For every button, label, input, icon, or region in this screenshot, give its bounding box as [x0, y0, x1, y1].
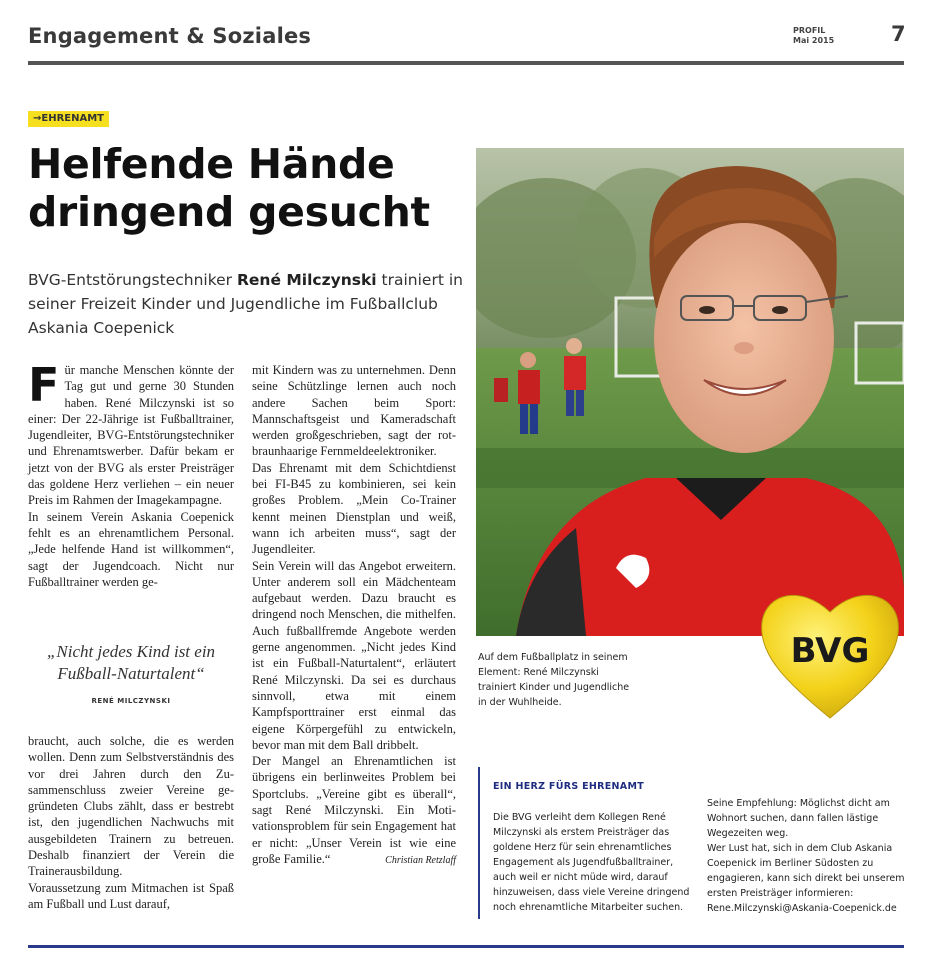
arrow-right-icon: →	[33, 113, 42, 124]
header-divider	[28, 61, 904, 65]
contact-email: Rene.Milczynski@Askania-Coepenick.de	[707, 903, 897, 914]
body-paragraph: braucht, auch solche, die es werden wollen. Denn zum Selbstverständnis des vor drei Jahren durch den Zusammenschluss zweier Vereine gegründeten Clubs zählt, dass er bestrebt ist, den jugendlichen Nachwuchs mit ausgebildeten Trainern zu betreuen. Deshalb finanziert der Verein die Trainerausbildung.	[28, 734, 234, 879]
lead-name: René Milczynski	[236, 271, 377, 289]
lead-part-2: trainiert in seiner Freizeit Kinder und Jugendliche im Fußballclub Askania Coepenick	[28, 271, 463, 337]
pull-quote: „Nicht jedes Kind ist ein Fußball-Naturtalent“	[46, 642, 216, 683]
heart-logo-text: BVG	[790, 631, 870, 671]
infobox-text-1: Die BVG verleiht dem Kollegen René Milczynski als erstem Preisträger das goldene Herz für sein ehrenamtliches Engagement als Jugendfußballtrainer, auch weil er nicht müde wird, darauf hinzuweisen, dass viele Vereine dringend noch ehrenamtliche Mitarbeiter suchen.	[493, 812, 690, 913]
infobox-title: EIN HERZ FÜRS EHRENAMT	[493, 781, 644, 792]
lead-paragraph	[28, 268, 468, 340]
photo-credit: Christian Retzlaff	[385, 854, 456, 866]
body-paragraph	[28, 358, 234, 509]
article-photo	[476, 148, 904, 636]
headline-line-2: dringend gesucht	[28, 188, 430, 236]
issue-date: Mai 2015	[793, 36, 835, 45]
body-paragraph: Sein Verein will das Angebot erweitern. Unter anderem soll ein Mädchenteam aufgebaut werden. Dazu braucht es dringend noch Menschen, die mithelfen. Auch fußballfremde Angebote werden gerne angenommen. „Nicht jedes Kind ist ein Fußball-Naturtalent“, erläutert René Milczynski. Da sei es durchaus sinnvoll, etwa mit einem Kampfsporttrainer erst einmal das eigene Körpergefühl zu entwickeln, bevor man mit dem Ball dribbelt.	[252, 558, 456, 752]
infobox-paragraph: Wer Lust hat, sich in dem Club Askania Coepenick im Berliner Südosten zu engagieren, kann sich direkt bei unserem ersten Preisträger informieren:	[707, 843, 905, 899]
infobox-text-2	[707, 796, 907, 916]
infobox-rule	[478, 767, 480, 919]
headline-line-1: Helfende Hände	[28, 140, 395, 188]
drop-cap: F	[28, 358, 60, 412]
publication-info	[793, 26, 834, 46]
headline	[28, 140, 468, 236]
kicker-label	[28, 111, 109, 127]
photo-caption: Auf dem Fußballplatz in seinem Element: René Milczynski trainiert Kinder und Jugendliche in der Wuhlheide.	[478, 652, 630, 708]
footer-divider	[28, 945, 904, 948]
body-column-1-bottom	[28, 733, 234, 912]
pull-quote-author: RENÉ MILCZYNSKI	[91, 697, 171, 705]
body-paragraph: Voraussetzung zum Mitmachen ist Spaß am Fußball und Lust darauf,	[28, 880, 234, 911]
photo-illustration	[476, 148, 904, 636]
body-text: Der Mangel an Ehrenamtlichen ist übrigens ein berlinweites Problem bei Sportclubs. „Vereine gibt es überall“, sagt René Milczynski. Ein Motivationsproblem für sein Engagement hat er nicht: „Unser Verein ist wie eine große Familie.“	[252, 754, 456, 866]
publication-name: PROFIL	[793, 26, 826, 35]
body-paragraph: In seinem Verein Askania Coepenick fehlt es an ehrenamtlichem Personal. „Jede helfende Hand ist willkommen“, sagt der Jugendcoach. Nicht nur Fußballtrainer werden ge-	[28, 509, 234, 589]
body-paragraph: mit Kindern was zu unternehmen. Denn seine Schützlinge lernen auch noch andere Sachen beim Sport: Mannschaftsgeist und Kameradschaft werden großgeschrieben, sagt der rotbraunhaarige Fernmeldeelektroniker.	[252, 363, 456, 459]
body-column-2	[252, 362, 456, 869]
body-column-1-top	[28, 358, 234, 590]
body-paragraph: Das Ehrenamt mit dem Schichtdienst bei FI-B45 zu kombinieren, sei kein großes Problem. „Mein Co-Trainer kennt meinen Dienstplan und weiß, wann ich arbeiten muss“, sagt der Jugendleiter.	[252, 460, 456, 557]
body-text: ür manche Menschen könnte der Tag gut und gerne 30 Stunden haben. René Milczynski ist so einer: Der 22-Jährige ist Fußballtrainer, Jugendleiter, BVG-Entstörungstechniker und Ehrenamtswerber. Dafür bekam er jetzt von der BVG als erster Preisträger das goldene Herz verliehen – ein neuer Preis im Rahmen der Imagekampagne.	[28, 363, 234, 508]
lead-part-1: BVG-Entstörungstechniker	[28, 271, 237, 289]
heart-icon	[756, 582, 904, 722]
section-title: Engagement & Soziales	[28, 24, 312, 48]
bvg-heart-logo	[756, 582, 904, 722]
infobox-paragraph: Seine Empfehlung: Möglichst dicht am Wohnort suchen, dann fallen lästige Wegezeiten weg.	[707, 798, 890, 839]
kicker-text: EHRENAMT	[41, 113, 105, 124]
page-number: 7	[891, 22, 906, 46]
body-paragraph	[252, 753, 456, 867]
